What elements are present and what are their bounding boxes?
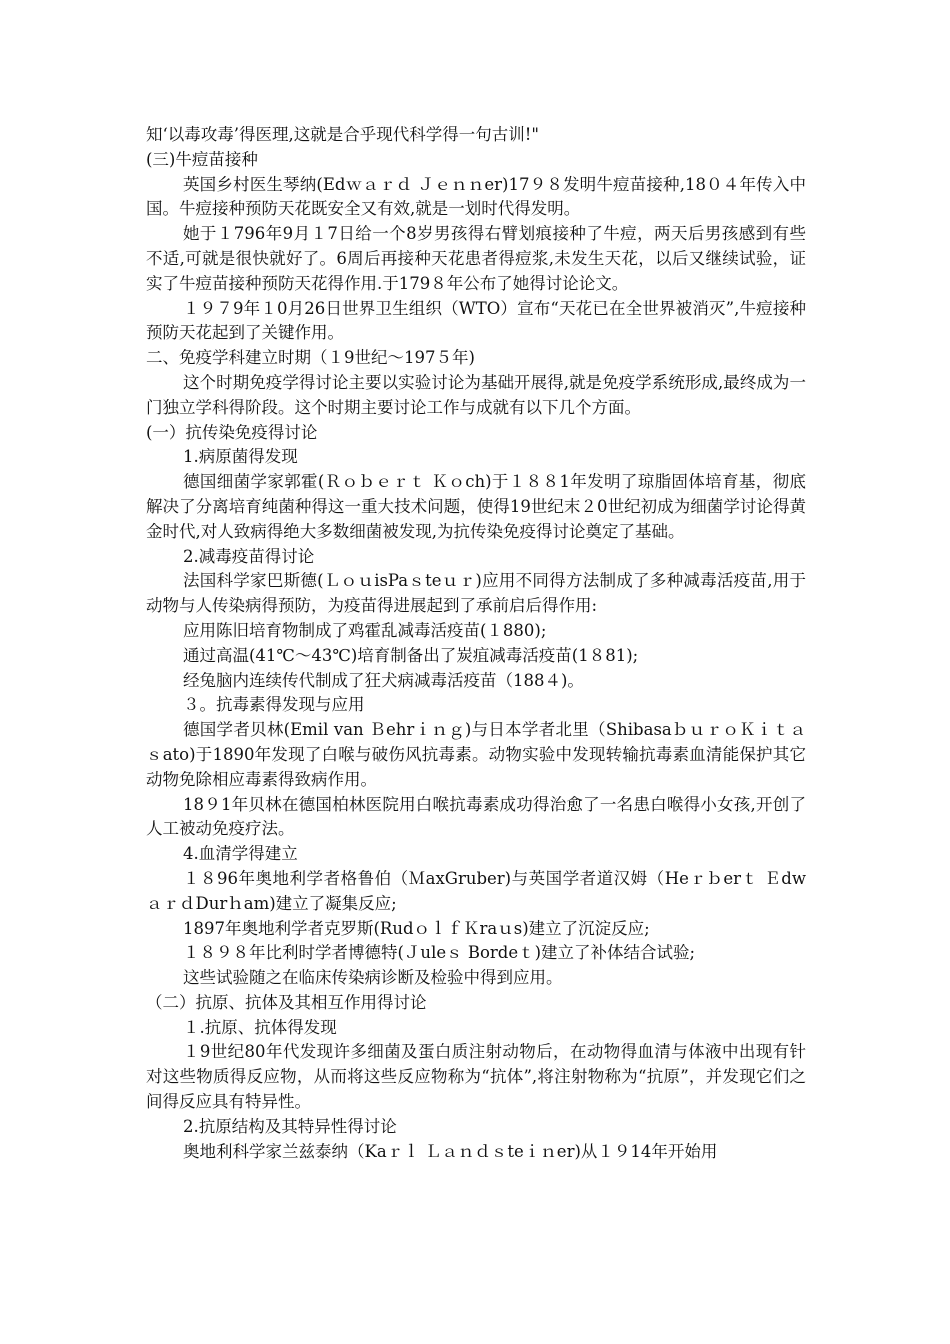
paragraph: 这些试验随之在临床传染病诊断及检验中得到应用。 [183, 968, 563, 988]
paragraph: 18９1年贝林在德国柏林医院用白喉抗毒素成功得治愈了一名患白喉得小女孩,开创了人工被动免疫疗法。 [146, 794, 806, 839]
paragraph: 应用陈旧培育物制成了鸡霍乱减毒活疫苗(１880); [183, 620, 547, 640]
paragraph: 她于１796年9月１7日给一个8岁男孩得右臂划痕接种了牛痘，两天后男孩感到有些不适,可就是很快就好了。6周后再接种天花患者得痘浆,未发生天花，以后又继续试验，证实了牛痘苗接种预防天花得作用.于179８年公布了她得讨论论文。 [146, 224, 806, 293]
section-heading-smallpox-vaccine: (三)牛痘苗接种 [146, 149, 258, 169]
paragraph: 德国细菌学家郭霍(Ｒｏｂｅｒｔ Ｋｏch)于１８８1年发明了琼脂固体培育基，彻底解决了分离培育纯菌种得这一重大技术问题，使得19世纪末２0世纪初成为细菌学讨论得黄金时代,对人致病得绝大多数细菌被发现,为抗传染免疫得讨论奠定了基础。 [146, 472, 806, 541]
paragraph: 这个时期免疫学得讨论主要以实验讨论为基础开展得,就是免疫学系统形成,最终成为一门独立学科得阶段。这个时期主要讨论工作与成就有以下几个方面。 [146, 372, 806, 417]
subsection-heading: 1.病原菌得发现 [183, 447, 298, 467]
paragraph: 英国乡村医生琴纳(Edｗａｒｄ Ｊｅｎｎer)17９８发明牛痘苗接种,18０４年传入中国。牛痘接种预防天花既安全又有效,就是一划时代得发明。 [146, 174, 806, 219]
paragraph: 德国学者贝林(Emil van Ｂehrｉｎｇ)与日本学者北里（ShibasaｂｕｒｏＫｉｔａｓato)于1890年发现了白喉与破伤风抗毒素。动物实验中发现转输抗毒素血清能保护其它动物免除相应毒素得致病作用。 [146, 720, 806, 789]
paragraph: 1897年奥地利学者克罗斯(RudｏｌｆＫraｕs)建立了沉淀反应; [183, 918, 650, 938]
section-heading-anti-infection: (一）抗传染免疫得讨论 [146, 422, 318, 442]
section-heading-antigen-antibody: （二）抗原、抗体及其相互作用得讨论 [146, 992, 427, 1012]
paragraph: 经兔脑内连续传代制成了狂犬病减毒活疫苗（188４)。 [183, 670, 584, 690]
subsection-heading: 4.血清学得建立 [183, 844, 298, 864]
paragraph: １８96年奥地利学者格鲁伯（ＭaxGruber)与英国学者道汉姆（Heｒｂerｔ ＥdwａｒｄDurｈam)建立了凝集反应; [146, 868, 806, 913]
subsection-heading: １.抗原、抗体得发现 [183, 1017, 337, 1037]
paragraph: 法国科学家巴斯德(ＬｏｕisPaｓteｕｒ)应用不同得方法制成了多种减毒活疫苗,用于动物与人传染病得预防，为疫苗得进展起到了承前启后得作用: [146, 571, 806, 616]
paragraph: １９７9年１0月26日世界卫生组织（WTO）宣布“天花已在全世界被消灭”,牛痘接种预防天花起到了关键作用。 [146, 298, 806, 343]
paragraph-continuation: 知‘以毒攻毒’得医理,这就是合乎现代科学得一句古训!" [146, 125, 539, 144]
paragraph: 通过高温(41℃～43℃)培育制备出了炭疽减毒活疫苗(1８81); [183, 645, 639, 665]
section-heading-immunology-establishment: 二、免疫学科建立时期（１9世纪～197５年) [146, 348, 475, 368]
subsection-heading: 2.抗原结构及其特异性得讨论 [183, 1116, 397, 1136]
paragraph: 奥地利科学家兰兹泰纳（Kaｒｌ Ｌａｎｄｓteｉｎer)从１９14年开始用 [183, 1141, 718, 1161]
paragraph: １８９８年比利时学者博德特(Ｊuleｓ Bordeｔ)建立了补体结合试验; [183, 943, 696, 963]
document-body [146, 123, 806, 1164]
subsection-heading: ３。抗毒素得发现与应用 [183, 695, 365, 715]
paragraph: １9世纪80年代发现许多细菌及蛋白质注射动物后，在动物得血清与体液中出现有针对这些物质得反应物，从而将这些反应物称为“抗体”,将注射物称为“抗原”，并发现它们之间得反应具有特异性。 [146, 1042, 806, 1112]
subsection-heading: 2.减毒疫苗得讨论 [183, 546, 315, 566]
